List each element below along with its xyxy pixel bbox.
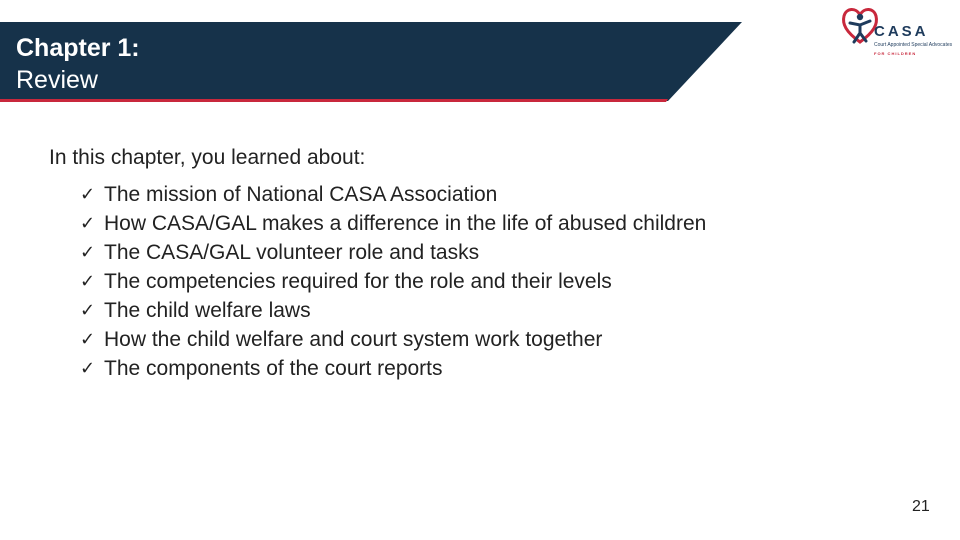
- list-item: [80, 180, 720, 209]
- casa-logo: [838, 2, 960, 60]
- list-item: [80, 296, 720, 325]
- checkmark-icon: ✓: [80, 358, 96, 379]
- checkmark-icon: ✓: [80, 300, 96, 321]
- list-item-text: The CASA/GAL volunteer role and tasks: [104, 241, 480, 264]
- list-item-text: The components of the court reports: [104, 357, 443, 380]
- slide-title-subtitle: Review: [16, 66, 98, 94]
- list-item: [80, 325, 720, 354]
- intro-text: In this chapter, you learned about:: [49, 146, 366, 169]
- slide-title: [16, 32, 140, 96]
- list-item: [80, 209, 720, 238]
- logo-tagline: FOR CHILDREN: [874, 51, 917, 56]
- list-item-text: The competencies required for the role and their levels: [104, 270, 612, 293]
- checkmark-icon: ✓: [80, 213, 96, 234]
- logo-subtitle: Court Appointed Special Advocates: [874, 42, 953, 48]
- checkmark-icon: ✓: [80, 184, 96, 205]
- logo-wordmark: CASA: [874, 23, 929, 40]
- slide-title-chapter: Chapter 1:: [16, 34, 140, 62]
- page-number: 21: [912, 498, 930, 515]
- list-item: [80, 238, 720, 267]
- list-item-text: The child welfare laws: [104, 299, 311, 322]
- list-item: [80, 354, 720, 383]
- list-item-text: The mission of National CASA Association: [104, 183, 498, 206]
- list-item-text: How CASA/GAL makes a difference in the life of abused children: [104, 212, 707, 235]
- banner-accent-line: [0, 99, 668, 102]
- list-item-text: How the child welfare and court system work together: [104, 328, 603, 351]
- list-item: [80, 267, 720, 296]
- checkmark-icon: ✓: [80, 242, 96, 263]
- review-list: [80, 180, 720, 383]
- checkmark-icon: ✓: [80, 329, 96, 350]
- checkmark-icon: ✓: [80, 271, 96, 292]
